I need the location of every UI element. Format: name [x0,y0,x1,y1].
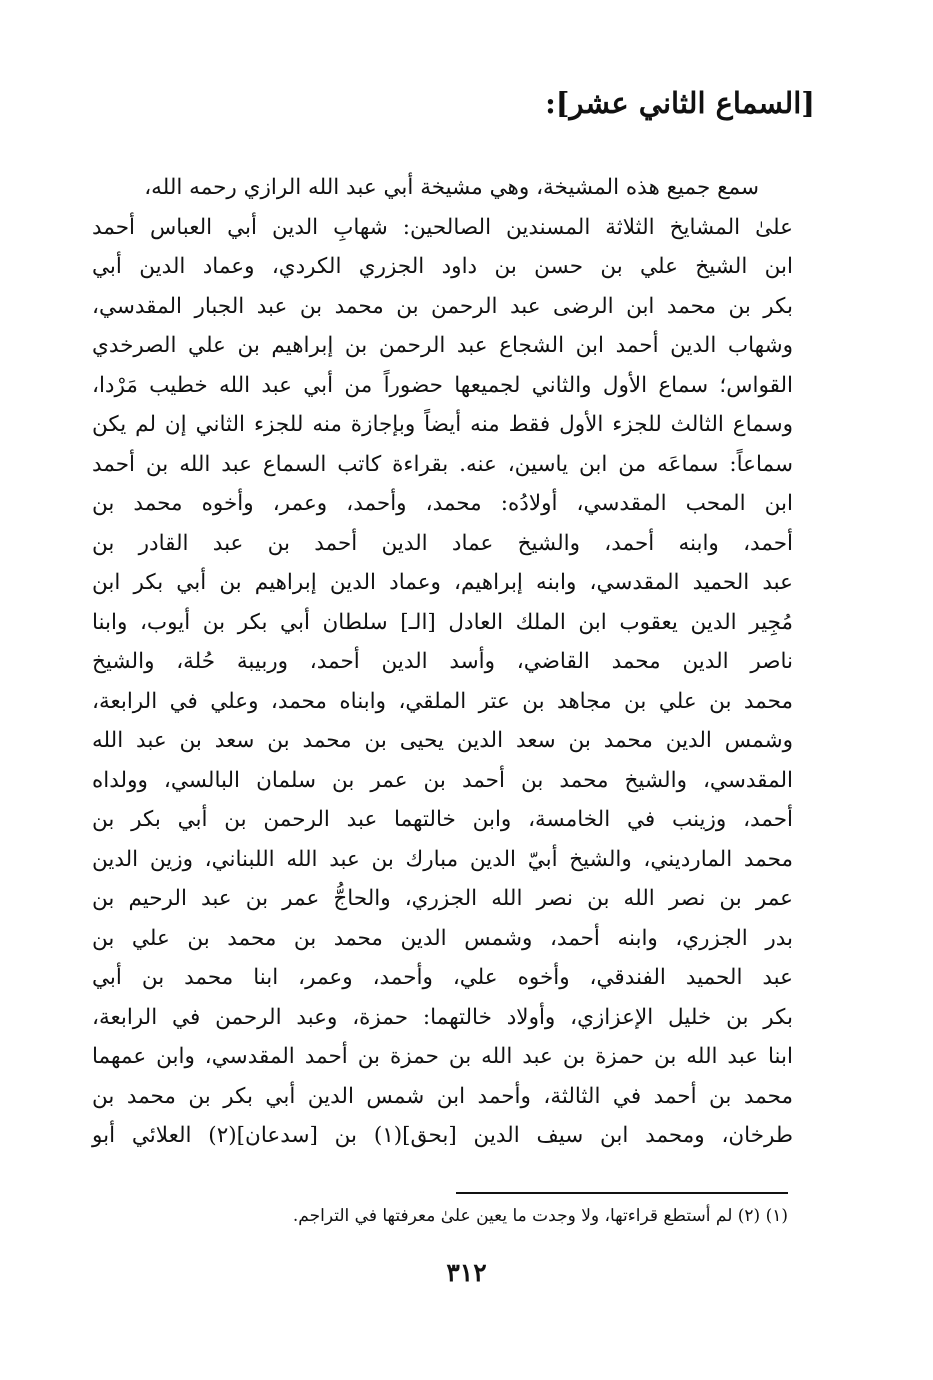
footnote-divider [456,1192,788,1194]
text-line: بكر بن محمد ابن الرضى عبد الرحمن بن محمد بن عبد الجبار المقدسي، [92,293,793,319]
text-line: عبد الحميد المقدسي، وابنه إبراهيم، وعماد الدين إبراهيم بن أبي بكر ابن [92,570,793,595]
text-line: ناصر الدين محمد القاضي، وأسد الدين أحمد، وربيبة حُلة، والشيخ [92,649,793,674]
text-line: عمر بن نصر الله بن نصر الله الجزري، والحاجُّ عمر بن عبد الرحيم بن [92,886,793,911]
text-line: سماعاً: سماعَه من ابن ياسين، عنه. بقراءة كاتب السماع عبد الله بن أحمد [92,451,793,477]
text-line: طرخان، ومحمد ابن سيف الدين [بحق](١) بن [سدعان](٢) العلائي أبو [92,1123,793,1148]
text-line: وشمس الدين محمد بن سعد الدين يحيى بن محمد بن سعد بن عبد الله [92,728,793,753]
text-line: بكر بن خليل الإعزازي، وأولاد خالتهما: حمزة، وعبد الرحمن في الرابعة، [92,1004,793,1030]
text-line: ابنا عبد الله بن حمزة بن عبد الله بن حمزة بن أحمد المقدسي، وابن عمهما [92,1044,793,1069]
text-line: ابن الشيخ علي بن حسن بن داود الجزري الكردي، وعماد الدين أبي [92,254,793,279]
text-line: بدر الجزري، وابنه أحمد، وشمس الدين محمد بن محمد بن علي بن [92,925,793,951]
text-line: وشهاب الدين أحمد ابن الشجاع عبد الرحمن بن إبراهيم بن علي الصرخدي [92,333,793,358]
footnote: (١) (٢) لم أستطع قراءتها، ولا وجدت ما يعين علىٰ معرفتها في التراجم. [292,1206,788,1226]
text-line: علىٰ المشايخ الثلاثة المسندين الصالحين: شهابِ الدين أبي العباس أحمد [92,214,793,240]
text-line: محمد بن علي بن مجاهد بن عتر الملقي، وابناه محمد، وعلي في الرابعة، [92,688,793,714]
text-line: أحمد، وابنه أحمد، والشيخ عماد الدين أحمد بن عبد القادر بن [92,530,793,556]
text-line: عبد الحميد الفندقي، وأخوه علي، وأحمد، وعمر، ابنا محمد بن أبي [92,965,793,990]
text-line: وسماع الثالث للجزء الأول فقط منه أيضاً وبإجازة منه للجزء الثاني إن لم يكن [92,412,793,437]
text-line: محمد الماردیني، والشيخ أبيّ الدين مبارك بن عبد الله اللبناني، وزين الدين [92,846,793,872]
text-line: مُجِير الدين يعقوب ابن الملك العادل [الـ] سلطان أبي بكر بن أيوب، وابنا [92,609,793,635]
page-number: ٣١٢ [446,1258,487,1287]
text-line: القواس؛ سماع الأول والثاني لجميعها حضوراً من أبي عبد الله خطيب مَرْدا، [92,372,793,398]
text-line: سمع جميع هذه المشيخة، وهي مشيخة أبي عبد الله الرازي رحمه الله، [144,175,759,200]
text-line: محمد بن أحمد في الثالثة، وأحمد ابن شمس الدين أبي بكر بن محمد بن [92,1083,793,1109]
body-text [92,168,793,1156]
text-line: المقدسي، والشيخ محمد بن أحمد بن عمر بن سلمان البالسي، وولداه [92,767,793,793]
section-heading: [السماع الثاني عشر]: [545,86,815,120]
text-line: أحمد، وزينب في الخامسة، وابن خالتهما عبد الرحمن بن أبي بكر بن [92,807,793,832]
text-line: ابن المحب المقدسي، أولادُه: محمد، وأحمد، وعمر، وأخوه محمد بن [92,491,793,516]
